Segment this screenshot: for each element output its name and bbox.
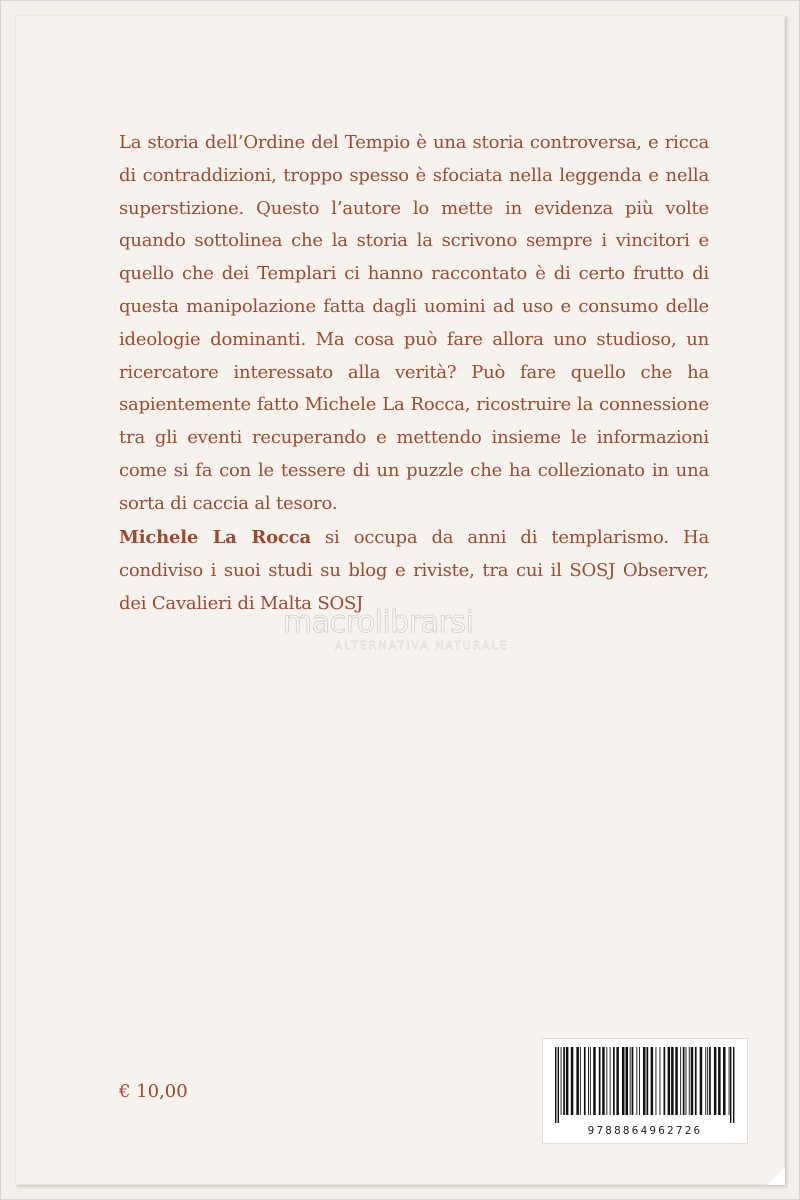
barcode-bar	[656, 1047, 657, 1115]
barcode-bar	[566, 1047, 569, 1115]
barcode-bar	[558, 1047, 559, 1123]
barcode-bar	[683, 1047, 685, 1115]
barcode-bar	[590, 1047, 591, 1115]
barcode-bar	[622, 1047, 625, 1115]
barcode-bar	[695, 1047, 697, 1115]
barcode-bar	[632, 1047, 634, 1115]
barcode-bar	[707, 1047, 708, 1115]
barcode-bar	[730, 1047, 731, 1123]
watermark	[283, 601, 583, 661]
barcode-bar	[584, 1047, 586, 1115]
barcode-bar	[613, 1047, 615, 1115]
barcode-bar	[606, 1047, 607, 1115]
price-label: € 10,00	[119, 1081, 188, 1102]
barcode-bar	[563, 1047, 565, 1115]
barcode-bar	[647, 1047, 649, 1115]
barcode-bar	[571, 1047, 574, 1115]
blurb-text: La storia dell’Ordine del Tempio è una storia controversa, e ricca di contraddizioni, troppo spesso è sfociata nella leggenda e nella superstizione. Questo l’autore lo mette in evidenza più volte quando sottolinea che la storia la scrivono sempre i vincitori e quello che dei Templari ci hanno raccontato è di certo frutto di questa manipolazione fatta dagli uomini ad uso e consumo delle ideologie dominanti. Ma cosa può fare allora uno studioso, un ricercatore interessato alla verità? Può fare quello che ha sapientemente fatto Michele La Rocca, ricostruire la connessione tra gli eventi recuperando e mettendo insieme le informazioni come si fa con le tessere di un puzzle che ha collezionato in una sorta di caccia al tesoro.	[119, 132, 709, 514]
barcode-bar	[660, 1047, 661, 1115]
barcode-bar	[636, 1047, 637, 1115]
barcode-bar	[555, 1047, 556, 1123]
barcode-bar	[691, 1047, 694, 1115]
watermark-logo: macrolibrarsi	[283, 605, 474, 640]
barcode-bar	[723, 1047, 726, 1115]
barcode-bar	[705, 1047, 706, 1115]
isbn-digits: 9788864962726	[587, 1124, 703, 1137]
barcode-bar	[593, 1047, 596, 1115]
barcode-bar	[689, 1047, 690, 1115]
barcode-bar	[729, 1047, 730, 1115]
barcode-bar	[610, 1047, 611, 1115]
author-name: Michele La Rocca	[119, 527, 311, 548]
barcode-bar	[626, 1047, 629, 1115]
barcode-bar	[733, 1047, 734, 1123]
barcode-bar	[576, 1047, 579, 1115]
barcode-bar	[680, 1047, 681, 1115]
barcode-bar	[602, 1047, 605, 1115]
barcode-bar	[588, 1047, 589, 1115]
barcode-bar	[599, 1047, 601, 1115]
barcode-icon	[555, 1047, 735, 1123]
barcode-bar	[675, 1047, 678, 1115]
barcode-bar	[561, 1047, 562, 1115]
corner-fold	[767, 1167, 785, 1185]
barcode-bar	[686, 1047, 687, 1115]
barcode-bar	[671, 1047, 674, 1115]
barcode-bar	[668, 1047, 671, 1115]
barcode-bar	[580, 1047, 581, 1115]
barcode-bar	[616, 1047, 619, 1115]
barcode-bar	[651, 1047, 654, 1115]
barcode-bar	[664, 1047, 666, 1115]
barcode-bar	[700, 1047, 703, 1115]
barcode-bar	[630, 1047, 631, 1115]
isbn-barcode	[542, 1038, 748, 1144]
barcode-bar	[718, 1047, 721, 1115]
book-back-cover	[15, 15, 785, 1185]
barcode-bar	[639, 1047, 640, 1115]
barcode-bar	[643, 1047, 646, 1115]
watermark-tagline: ALTERNATIVA NATURALE	[335, 639, 509, 652]
barcode-bar	[709, 1047, 711, 1115]
barcode-bar	[714, 1047, 717, 1115]
author-bio-text: si occupa da anni di templarismo. Ha condiviso i suoi studi su blog e riviste, tra cui il SOSJ Observer, dei Cavalieri di Malta SOSJ	[119, 527, 709, 614]
